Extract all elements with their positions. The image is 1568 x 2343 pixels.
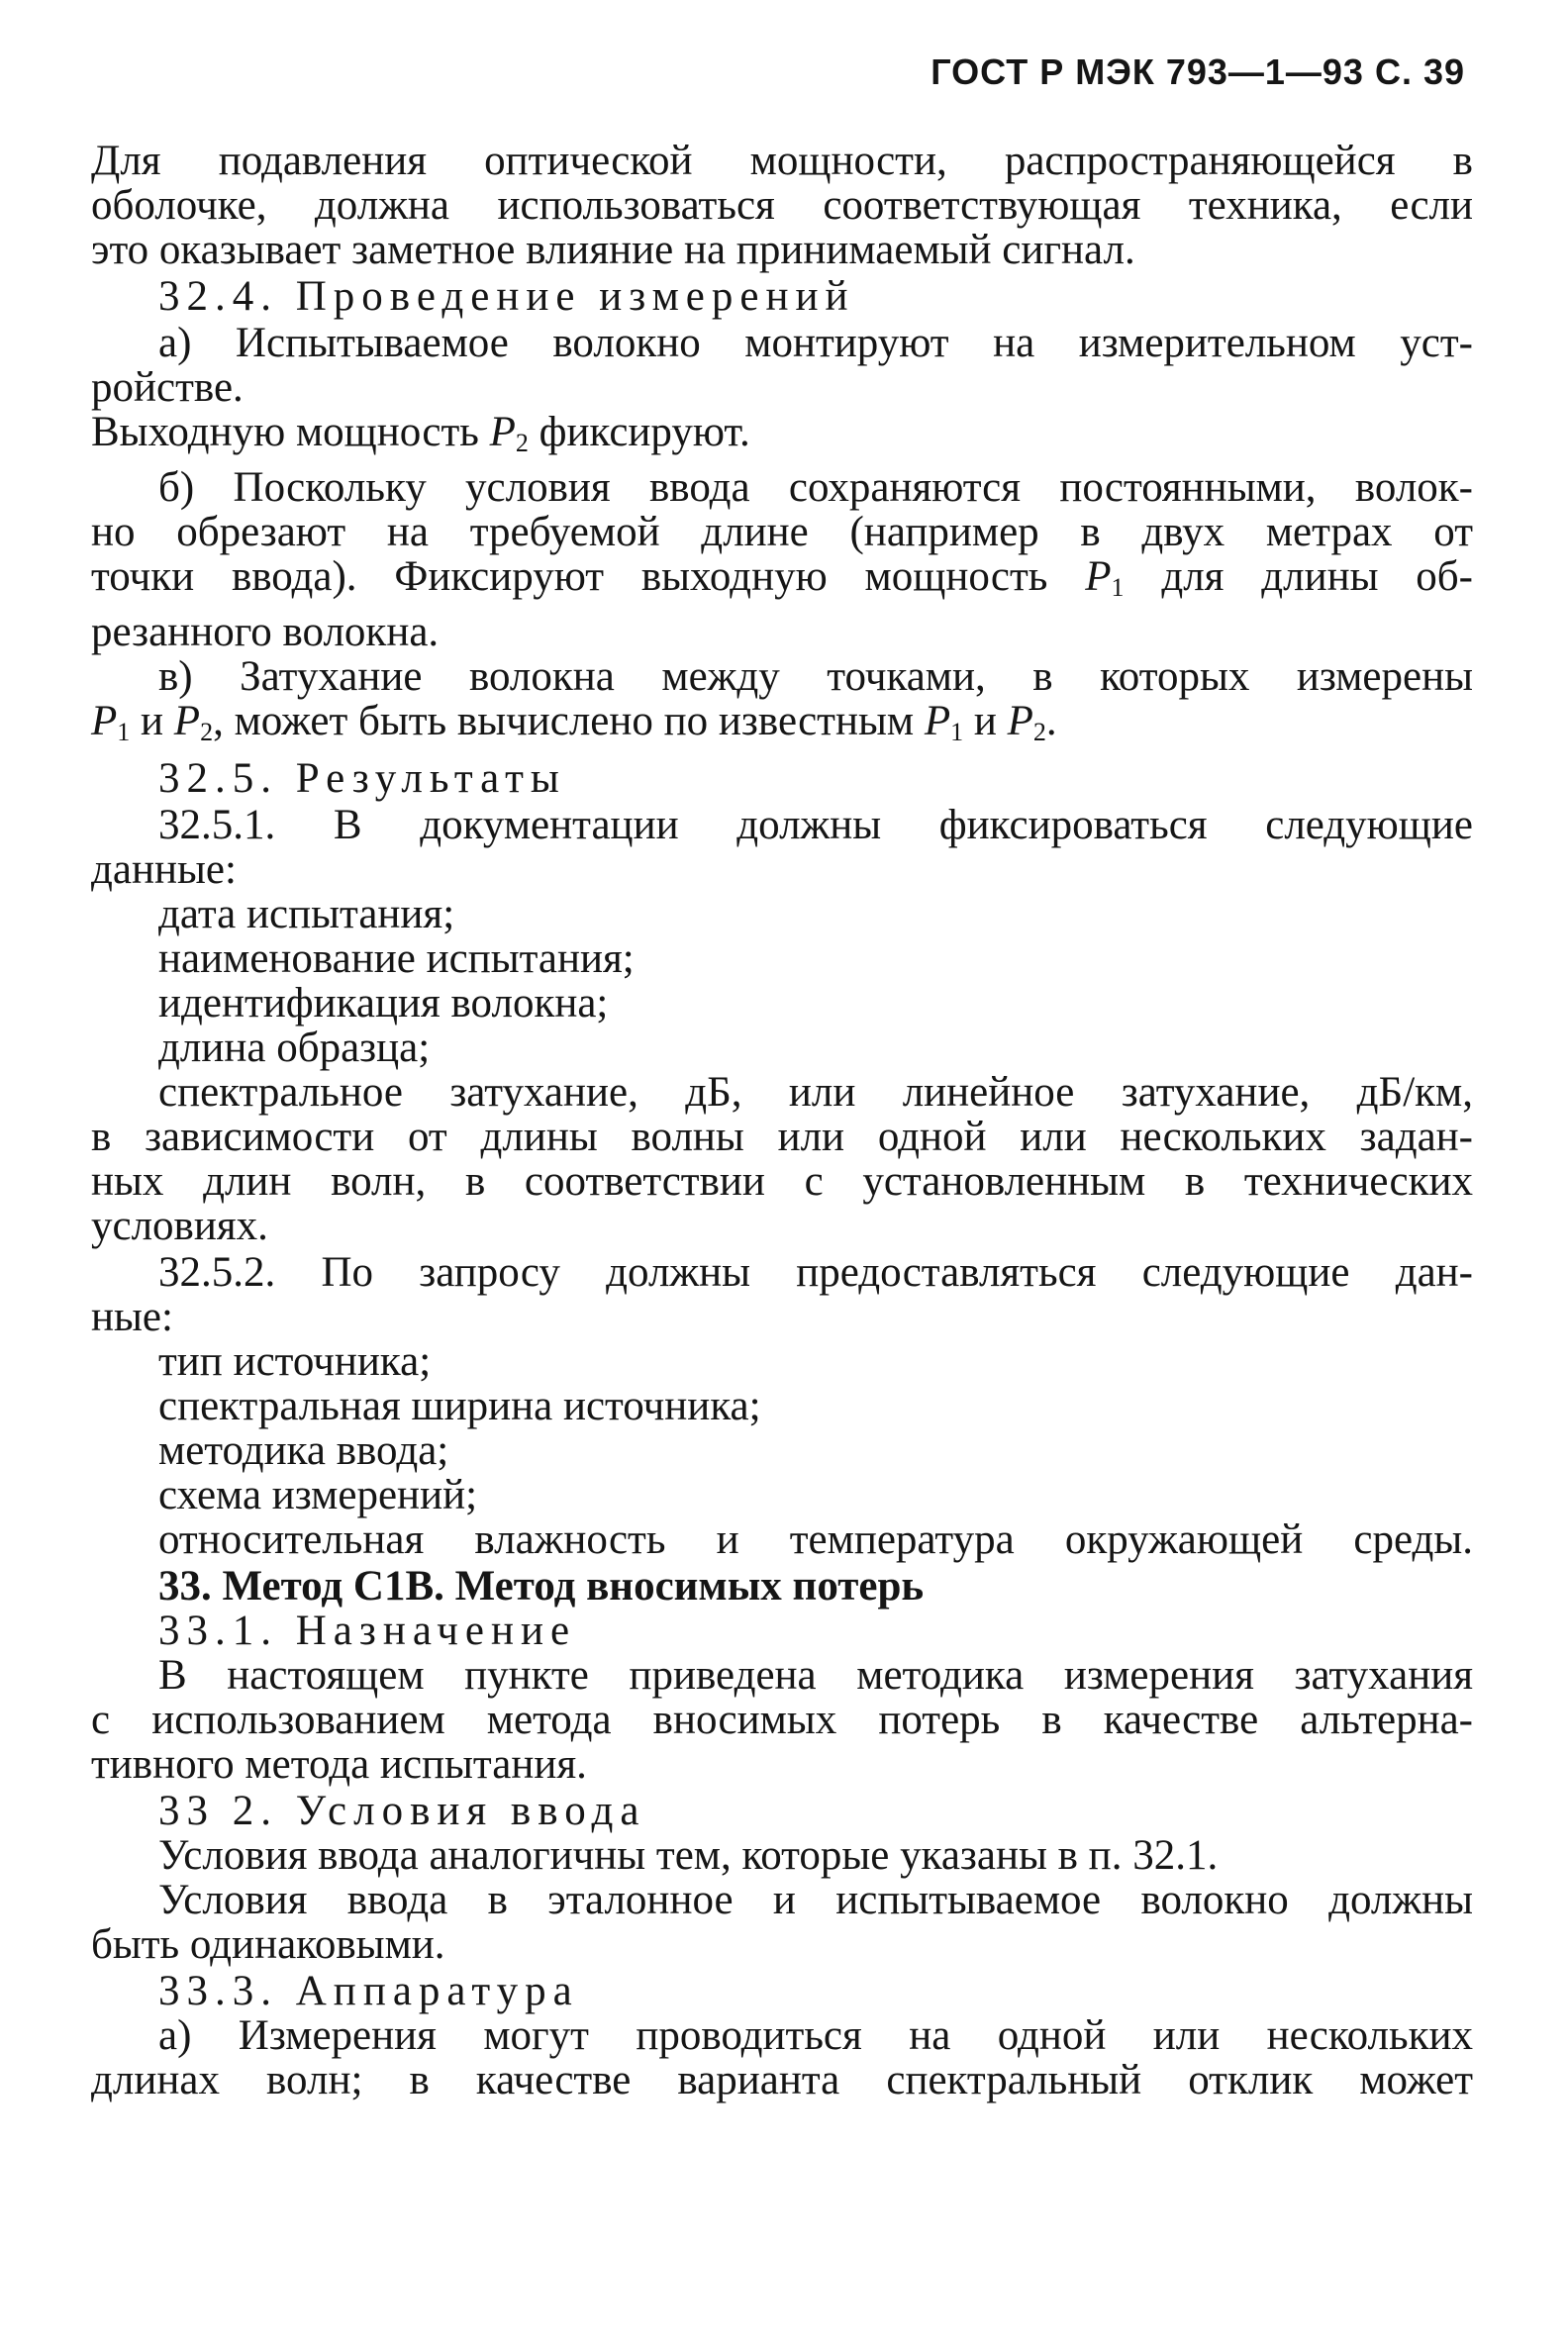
text-line: ных длин волн, в соответствии с установленным в технических [91, 1158, 1473, 1205]
list-item: схема измерений; [158, 1472, 478, 1518]
document-body [91, 139, 1473, 2102]
text-line: в) Затухание волокна между точками, в которых измерены [158, 653, 1473, 700]
section-heading: 33.1. Назначение [158, 1608, 577, 1654]
list-item: длина образца; [158, 1025, 431, 1071]
text-line: ные: [91, 1294, 173, 1340]
page-header: ГОСТ Р МЭК 793—1—93 С. 39 [931, 51, 1465, 92]
list-item: тип источника; [158, 1338, 432, 1385]
text-line: Условия ввода в эталонное и испытываемое волокно должны [158, 1877, 1473, 1923]
text-line: резанного волокна. [91, 609, 440, 655]
text-line: это оказывает заметное влияние на принимаемый сигнал. [91, 227, 1135, 273]
text-line: б) Поскольку условия ввода сохраняются постоянными, волок- [158, 464, 1473, 511]
text-line: $P_1$ и $P_2$, может быть вычислено по известным $P_1$ и $P_2$. [91, 698, 1057, 746]
text-line: но обрезают на требуемой длине (например в двух метрах от [91, 509, 1473, 555]
text-line: с использованием метода вносимых потерь в качестве альтерна- [91, 1697, 1473, 1743]
list-item: методика ввода; [158, 1427, 449, 1474]
text-line: тивного метода испытания. [91, 1741, 587, 1788]
text-line: ройстве. [91, 364, 244, 411]
section-heading: 33.3. Аппаратура [158, 1968, 579, 2014]
text-line: В настоящем пункте приведена методика измерения затухания [158, 1652, 1473, 1699]
text-line: Условия ввода аналогичны тем, которые указаны в п. 32.1. [158, 1832, 1219, 1879]
text-line: Выходную мощность $P_2$ фиксируют. [91, 409, 750, 457]
text-line: 32.5.1. В документации должны фиксироваться следующие [158, 802, 1473, 848]
text-line: 32.5.2. По запросу должны предоставляться следующие дан- [158, 1249, 1473, 1296]
text-line: точки ввода). Фиксируют выходную мощность $P_1$ для длины об- [91, 553, 1473, 602]
section-heading: 33. Метод С1В. Метод вносимых потерь [158, 1563, 925, 1610]
text-line: а) Измерения могут проводиться на одной или нескольких [158, 2012, 1473, 2059]
section-heading: 32.5. Результаты [158, 755, 566, 802]
text-line: быть одинаковыми. [91, 1921, 445, 1968]
list-item: идентификация волокна; [158, 980, 609, 1026]
text-line: условиях. [91, 1203, 268, 1249]
text-line: длинах волн; в качестве варианта спектральный отклик может [91, 2057, 1473, 2103]
section-heading: 32.4. Проведение измерений [158, 273, 855, 320]
text-line: данные: [91, 846, 237, 893]
text-line: а) Испытываемое волокно монтируют на измерительном уст- [158, 320, 1473, 366]
list-item: спектральная ширина источника; [158, 1383, 761, 1429]
list-item: дата испытания; [158, 891, 455, 937]
list-item: спектральное затухание, дБ, или линейное затухание, дБ/км, [158, 1069, 1473, 1116]
list-item: наименование испытания; [158, 935, 635, 982]
list-item: относительная влажность и температура окружающей среды. [158, 1516, 1473, 1563]
text-line: Для подавления оптической мощности, распространяющейся в [91, 138, 1473, 184]
section-heading: 33 2. Условия ввода [158, 1788, 646, 1834]
text-line: оболочке, должна использоваться соответствующая техника, если [91, 182, 1473, 229]
text-line: в зависимости от длины волны или одной или нескольких задан- [91, 1114, 1473, 1160]
